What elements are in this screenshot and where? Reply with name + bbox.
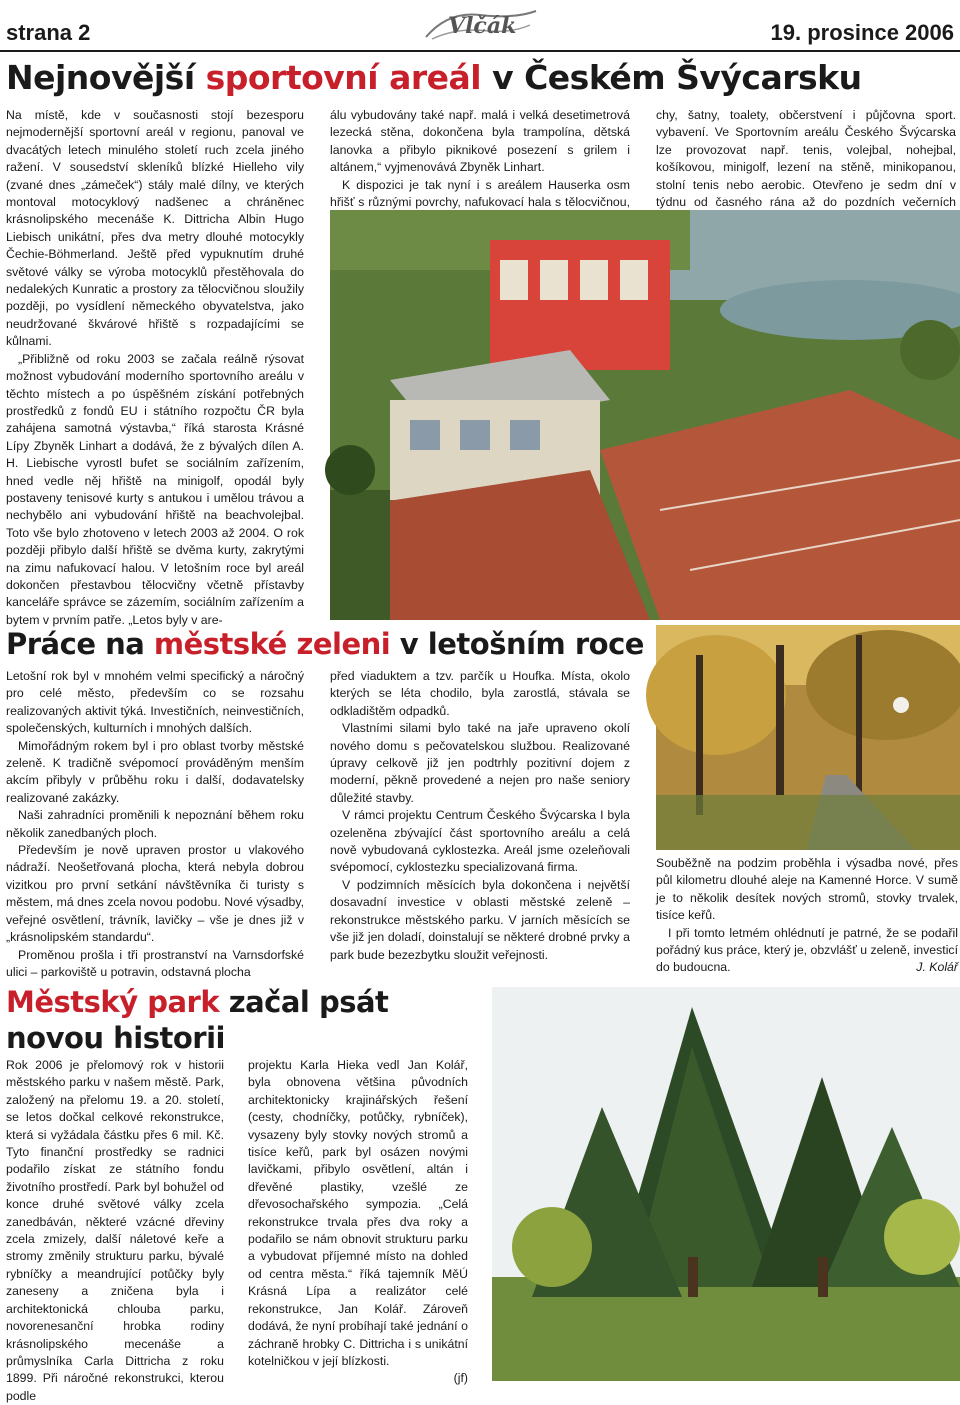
issue-date: 19. prosince 2006	[770, 20, 954, 45]
article2-column-2	[330, 668, 630, 964]
paragraph: Souběžně na podzim proběhla i výsadba nové, přes půl kilometru dlouhé aleje na Kamenné Horce. V sumě je to několik desítek nových stromů, stovky trvalek, tisíce keřů.	[656, 856, 958, 923]
article3-column-1	[6, 1057, 224, 1405]
paragraph: Vlastními silami bylo také na jaře upraveno okolí nového domu s pečovatelskou službou. Realizované úpravy celkově již jen podtrhly pozitivní dojem z moderní, pěkně provedené a nejen pro naše seniory důležité stavby.	[330, 721, 630, 805]
newspaper-logo	[418, 5, 542, 45]
article3-headline: Městský park začal psát novou historii	[6, 985, 389, 1055]
paragraph: álu vybudovány také např. malá i velká desetimetrová lezecká stěna, dokončena byla trampolína, dětská lanovka a přibylo piknikové posezení s grilem i altánem,“ vyjmenovává Zbyněk Linhart.	[330, 108, 630, 175]
city-park-photo	[492, 987, 960, 1381]
paragraph: Mimořádným rokem byl i pro oblast tvorby městské zeleně. K tradičně svépomocí prováděným menším akcím přibyly v průběhu roku i další, dodavatelsky realizované zakázky.	[6, 738, 304, 805]
sports-ground-photo	[330, 210, 960, 620]
paragraph: projektu Karla Hieka vedl Jan Kolář, byla obnovena většina původních architektonicky krajinářských řešení (cesty, chodníčky, potůčky, rybníček), vysazeny byly stovky nových stromů a tisíce keřů, park byl osázen novými lavičkami, přibylo osvětlení, altán i dřevěné plastiky, vzešlé ze dřevosochařského sympozia. „Celá rekonstrukce trvala přes dva roky a podařilo se nám obnovit strukturu parku a vybudovat příjemné místo na dohled od centra města.“ říká tajemník MěÚ Krásná Lípa a realizátor celé rekonstrukce, Jan Kolář. Zároveň dodává, že nyní probíhají také jednání o záchraně hrobky C. Dittricha i s unikátní kotelničkou v její blízkosti.	[248, 1058, 468, 1368]
author-signature: (jf)	[453, 1371, 468, 1386]
article1-column-1	[6, 107, 304, 629]
paragraph: Naši zahradníci proměnili k nepoznání během roku několik zanedbaných ploch.	[6, 808, 304, 840]
article3-column-2	[248, 1057, 468, 1388]
article1-headline: Nejnovější sportovní areál v Českém Švýcarsku	[6, 58, 862, 97]
paragraph: V podzimních měsících byla dokončena i největší dosavadní investice v oblasti městské zeleně – rekonstrukce městského parku. V jarních měsících se vše již jen doladí, doinstalují se některé drobné prvky a park bude bezezbytku sloužit veřejnosti.	[330, 877, 630, 962]
paragraph: K dispozici je tak nyní i s areálem Hauserka osm hřišť s různými povrchy, nafukovací hala s tělocvičnou,	[330, 177, 630, 210]
page-number: strana 2	[6, 20, 91, 45]
paragraph: Rok 2006 je přelomový rok v historii městského parku v našem městě. Park, založený na přelomu 19. a 20. století, se letos dočkal celkové rekonstrukce, která si vyžádala částku přes 6 mil. Kč. Tyto finanční prostředky se radnici podařilo získat ze státního fondu životního prostředí. Park byl bohužel od konce druhé světové války zcela zanedbáván, některé vzácné dřeviny zcela zmizely, další náletové keře a stromy změnily strukturu parku, bývalé rybníčky a meandrující potůčky byly zaneseny a zničena byla i architektonická chlouba parku, novorenesanční hrobka rodiny krásnolipského mecenáše a průmyslníka Carla Dittricha z roku 1899. Při náročné rekonstrukci, kterou podle	[6, 1058, 224, 1403]
article2-column-1	[6, 668, 304, 981]
svg-text:Vlčák: Vlčák	[448, 13, 517, 39]
masthead-rule	[0, 50, 960, 52]
paragraph: chy, šatny, toalety, občerstvení i půjčovna sport. vybavení. Ve Sportovním areálu Českého Švýcarska lze provozovat např. tenis, volejbal, nohejbal, košíkovou, minigolf, lezení na stěně, minikopanou, stolní tenis nebo aerobic. Otevřeno je sedm dní v týdnu od časného rána až do pozdních večerních	[656, 107, 956, 229]
paragraph: V rámci projektu Centrum Českého Švýcarska I byla ozeleněna zbývající část sportovního areálu a celá nově vybudovaná cyklostezka. Areál jsme ozeleňovali svépomocí, cyklostezku specializovaná firma.	[330, 808, 630, 875]
article2-headline: Práce na městské zeleni v letošním roce	[6, 627, 644, 661]
author-signature: J. Kolář	[916, 960, 958, 975]
paragraph: „Přibližně od roku 2003 se začala reálně rýsovat možnost vybudování moderního sportovního areálu v těchto místech a po úspěšném získání potřebných prostředků z fondů EU i státního rozpočtu ČR byla zahájena samotná výstavba,“ říká starosta Krásné Lípy Zbyněk Linhart a dodává, že z bývalých dílen A. H. Liebische vyrostl bufet se sociálním zařízením, hned vedle něj hřiště na minigolf, opodál byly postaveny tenisové kurty s antukou i umělou trávou a nechybělo ani vybudování hřiště na beachvolejbal. Toto vše bylo zhotoveno v letech 2003 až 2004. O rok později přibylo další hřiště se dvěma kurty, zakrytými na zimu nafukovací halou. V letošním roce byl areál dokončen přestavbou tělocvičny včetně přístavby kanceláře správce se zázemím, sociálním zařízením a bytem v prvním patře. „Letos byly v are-	[6, 351, 304, 627]
paragraph: Na místě, kde v současnosti stojí bezesporu nejmodernější sportovní areál v regionu, panoval ve dvacátých letech minulého století ruch zcela jiného ražení. V sousedství skleníků blízké Hielleho vily (zvané dnes „zámeček“) stály malé dílny, ve kterých montoval motocyklový nadšenec a chráněnec krásnolipského mecenáše K. Dittricha Albin Hugo Liebisch unikátní, přes dva metry dlouhé motocykly Čechie-Böhmerland. Ještě před vypuknutím druhé světové války se výroba motocyklů přestěhovala do nedalekých Kunratic a prostory za tělocvičnou sloužily později, po vysídlení německého obyvatelstva, jako neudržované škvárové hřiště s rozpadajícími se kůlnami.	[6, 108, 304, 349]
paragraph: Letošní rok byl v mnohém velmi specifický a náročný pro celé město, především co se rozsahu realizovaných aktivit týká. Investičních, neinvestičních, společenských, kulturních i mnohých dalších.	[6, 669, 304, 736]
autumn-park-photo	[656, 625, 960, 850]
paragraph: Především je nově upraven prostor u vlakového nádraží. Neošetřovaná plocha, která nebyla dobrou vizitkou pro první setkání návštěvníka či turisty s městem, má dnes zcela novou podobu. Nové výsadby, veřejné osvětlení, trávník, lavičky – vše je dnes již v „krásnolipském standardu“.	[6, 843, 304, 945]
paragraph: I při tomto letmém ohlédnutí je patrné, že se podařil pořádný kus práce, který je, obzvlášť u zeleně, investicí do budoucna. J. Kolář	[656, 925, 958, 977]
paragraph: před viaduktem a tzv. parčík u Houfka. Místa, okolo kterých se léta chodilo, byla zarostlá, stávala se odkladištěm odpadků.	[330, 669, 630, 718]
paragraph: Proměnou prošla i tři prostranství na Varnsdorfské ulici – parkoviště u potravin, odstavná plocha	[6, 947, 304, 979]
article2-column-3	[656, 855, 958, 977]
